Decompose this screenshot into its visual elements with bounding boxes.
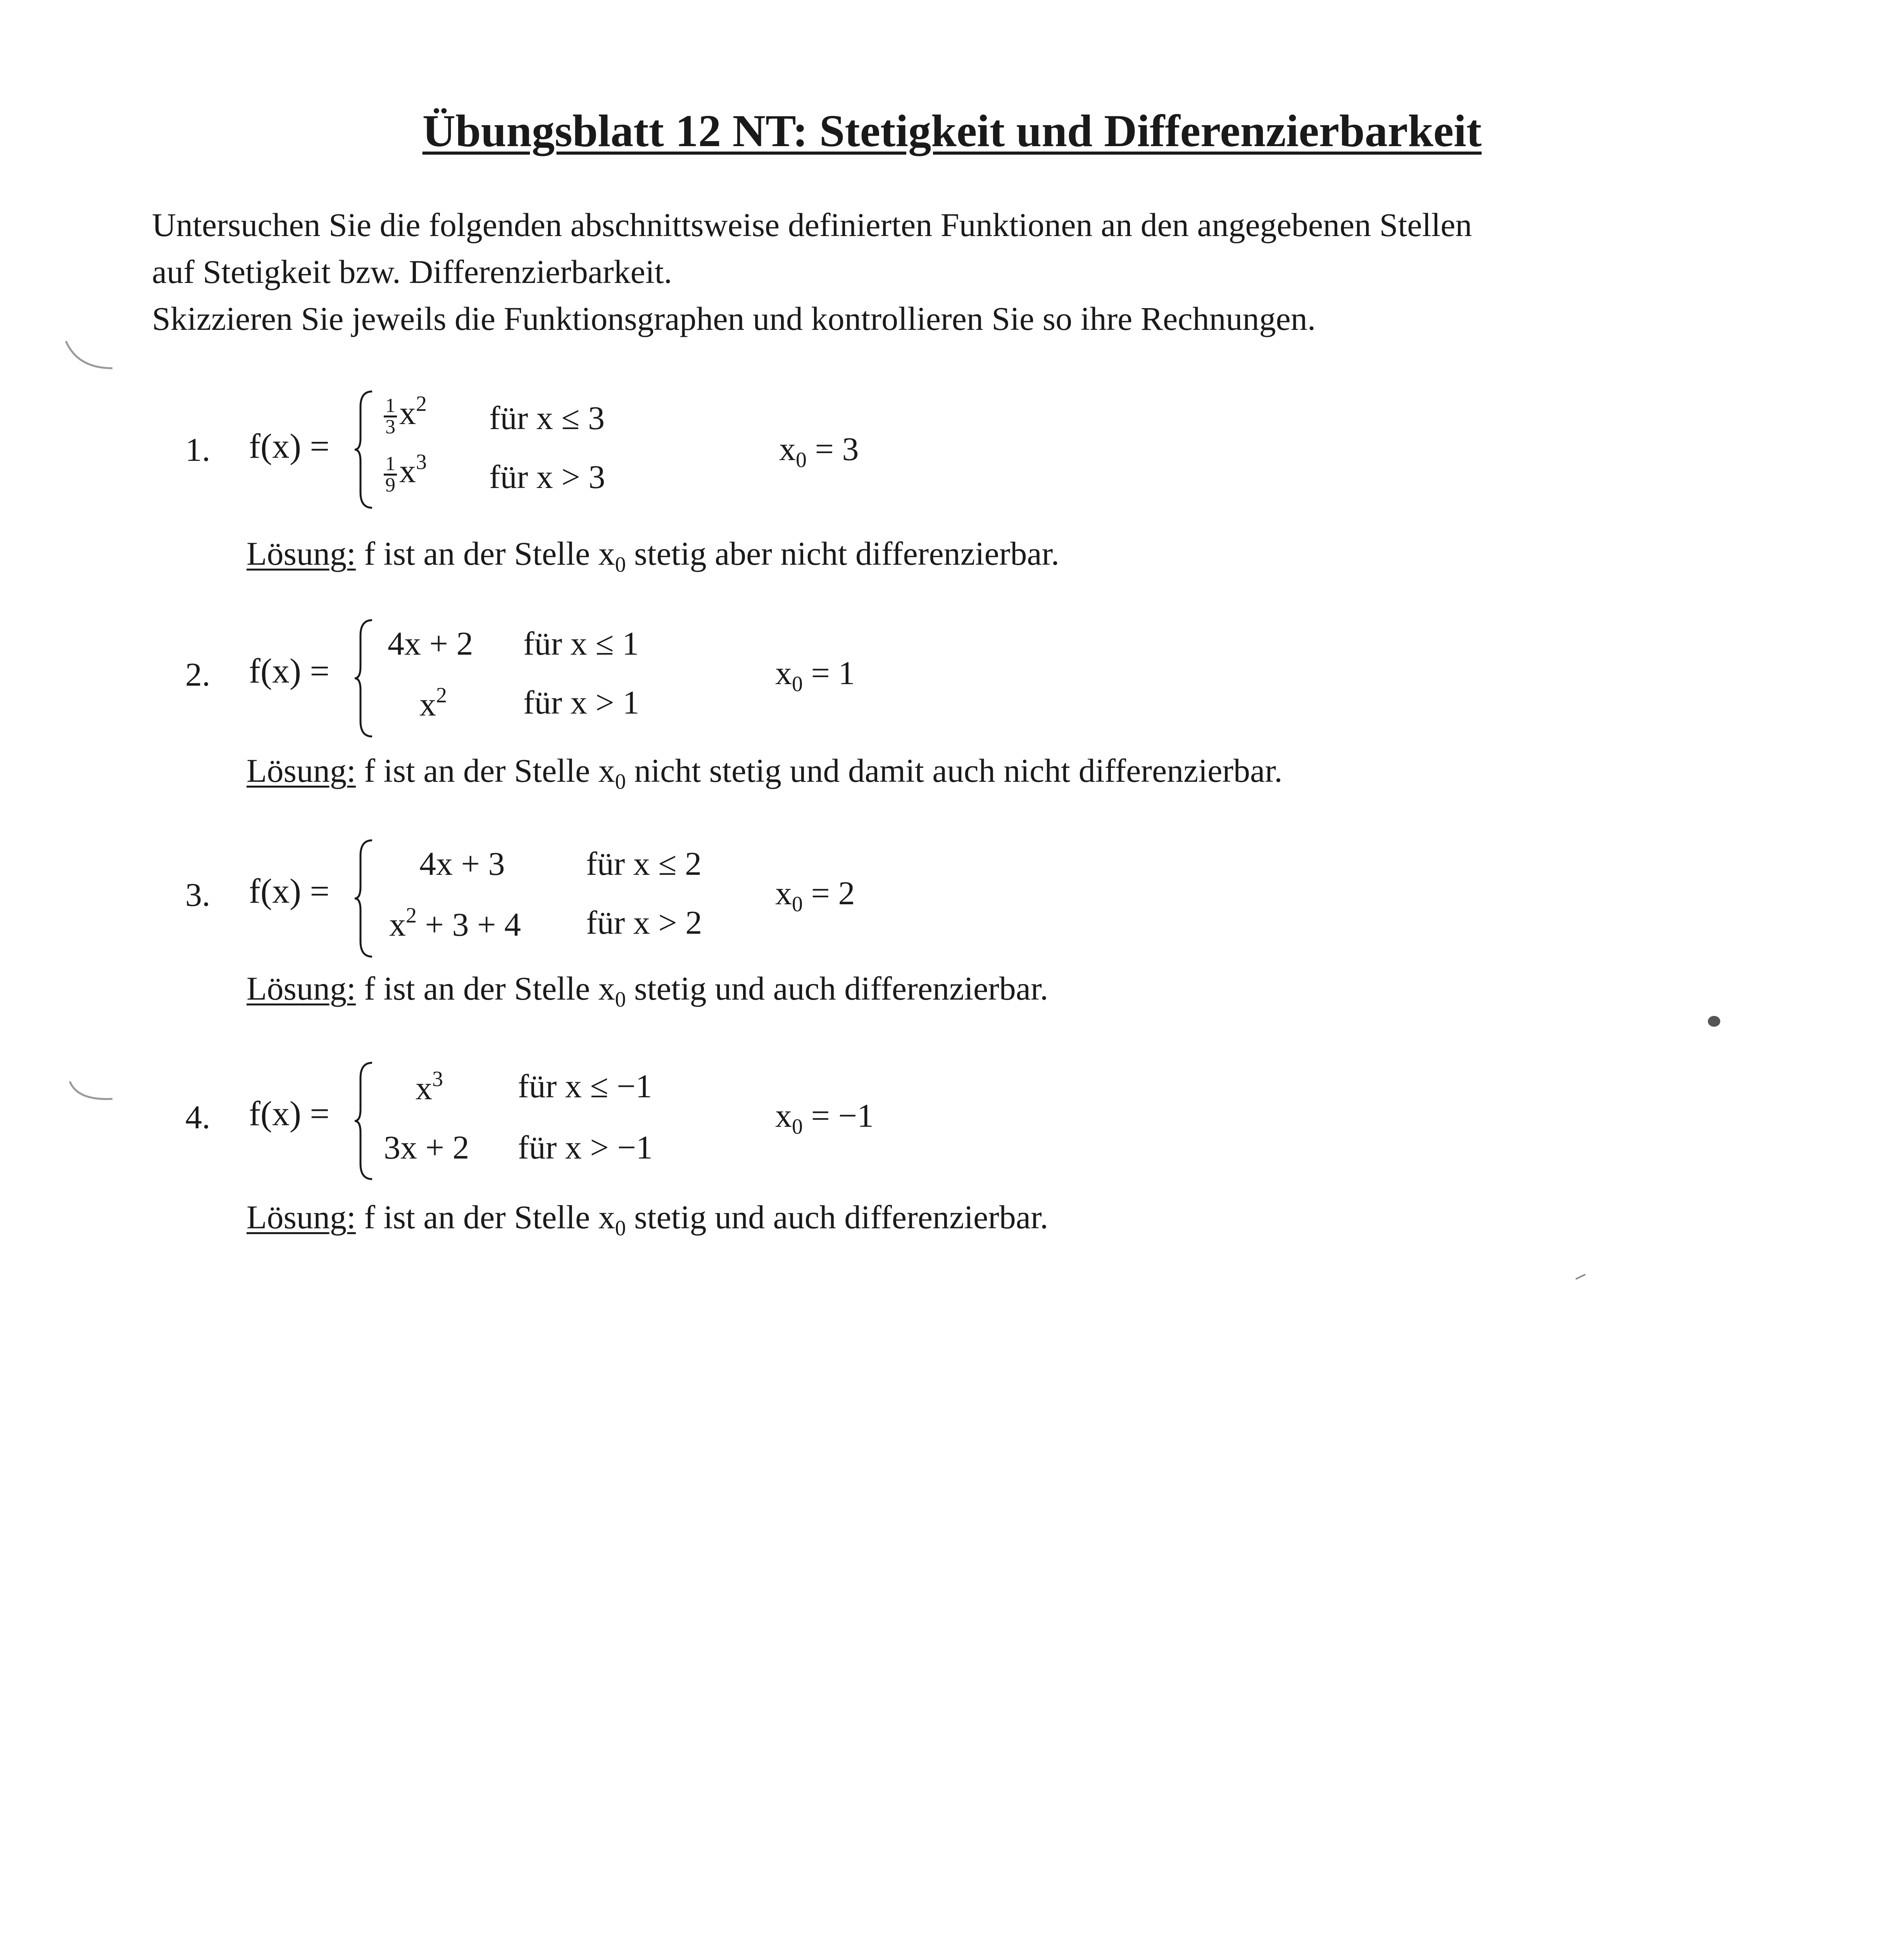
problem-number: 4. [185,1098,210,1136]
case-2-condition: für x > 1 [523,684,640,721]
case-2: $x^2$ [419,683,447,723]
solution-label: Lösung: [247,752,356,789]
fraction: $\frac{1}{3}$ [384,396,397,437]
case-1: 4x + 2 [388,625,473,662]
case-1: $x^3$ [416,1067,443,1107]
x0-value: $x_0 = 3$ [779,430,859,472]
case-2: 3x + 2 [384,1129,469,1166]
scan-speck [1706,1012,1725,1031]
instruction-line: Skizzieren Sie jeweils die Funktionsgraphen und kontrollieren Sie so ihre Rechnungen. [152,300,1316,337]
function-label: f(x) = [249,427,330,466]
left-brace-icon [353,388,376,512]
scan-mark [62,333,124,380]
fraction: $\frac{1}{9}$ [384,454,397,495]
case-2-condition: für x > 3 [489,458,605,495]
case-2: $x^2 + 3 + 4$ [389,903,521,943]
function-label: f(x) = [249,872,330,910]
left-brace-icon [353,616,376,740]
solution: Lösung: f ist an der Stelle $x_0$ nicht stetig und damit auch nicht differenzierbar. [247,752,1283,794]
x0-value: $x_0 = 2$ [775,874,855,916]
instruction-line: auf Stetigkeit bzw. Differenzierbarkeit. [152,253,672,290]
instruction-line: Untersuchen Sie die folgenden abschnittsweise definierten Funktionen an den angegebenen Stellen [152,206,1472,243]
function-label: f(x) = [249,652,330,690]
case-1-condition: für x ≤ 3 [489,399,605,436]
solution-label: Lösung: [247,1198,356,1236]
solution: Lösung: f ist an der Stelle $x_0$ stetig aber nicht differenzierbar. [247,535,1059,577]
solution-label: Lösung: [247,970,356,1007]
case-1-condition: für x ≤ 2 [586,845,702,882]
problem-number: 3. [185,876,210,913]
case-2-condition: für x > 2 [586,904,702,941]
x0-value: $x_0 = -1$ [775,1097,874,1139]
x0-value: $x_0 = 1$ [775,654,855,696]
solution: Lösung: f ist an der Stelle $x_0$ stetig und auch differenzierbar. [247,1198,1049,1240]
scan-mark [66,1078,128,1112]
scan-speck [1574,1271,1589,1283]
case-1: $\frac{1}{3}$ $x^2$ [384,391,427,437]
case-2-condition: für x > −1 [518,1129,653,1166]
instructions [152,202,1772,342]
case-1-condition: für x ≤ −1 [518,1067,652,1105]
problem-number: 2. [185,656,210,693]
case-1-condition: für x ≤ 1 [523,625,639,662]
function-label: f(x) = [249,1095,330,1133]
page-title: Übungsblatt 12 NT: Stetigkeit und Differenzierbarkeit [422,105,1482,156]
solution: Lösung: f ist an der Stelle $x_0$ stetig und auch differenzierbar. [247,970,1049,1012]
solution-label: Lösung: [247,535,356,572]
case-1: 4x + 3 [419,845,505,882]
case-2: $\frac{1}{9}$ $x^3$ [384,450,427,495]
left-brace-icon [353,1059,376,1183]
left-brace-icon [353,836,376,960]
problem-number: 1. [185,431,210,468]
